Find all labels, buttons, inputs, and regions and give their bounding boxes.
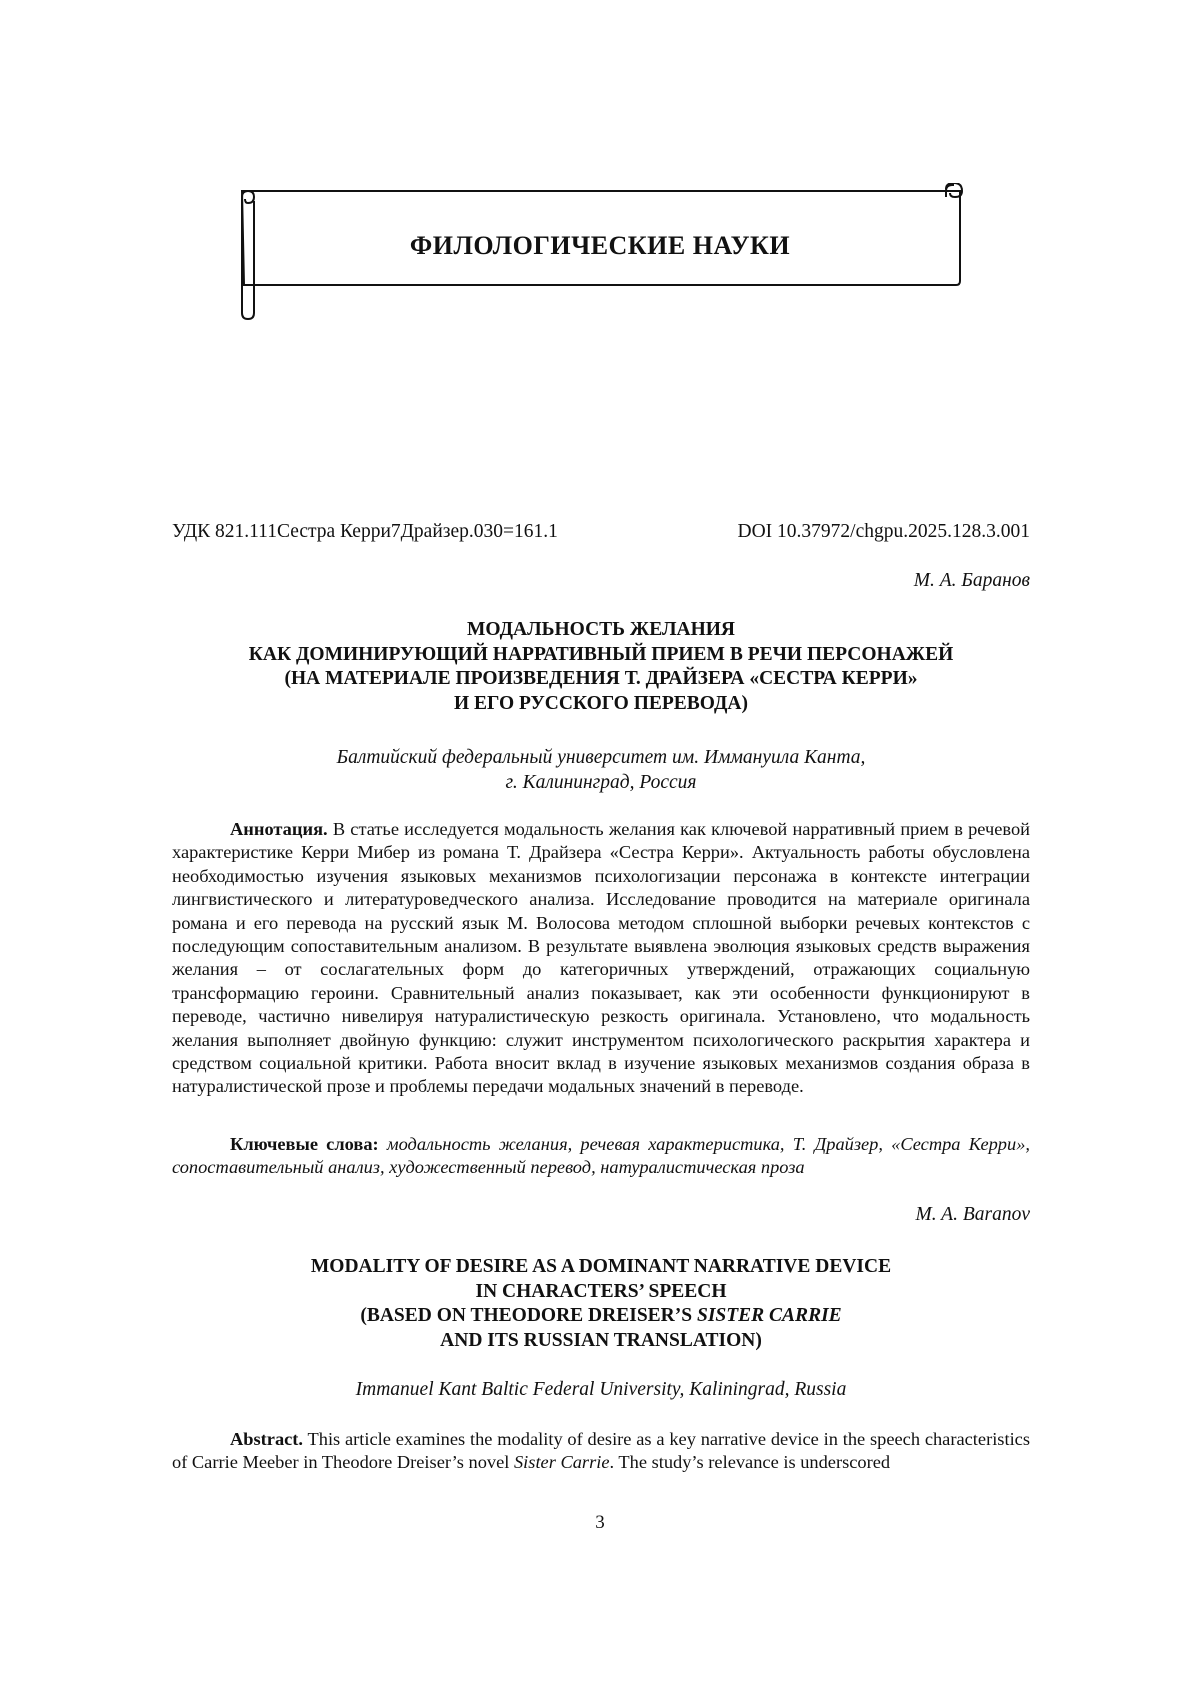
keywords-text: модальность желания, речевая характеристика, Т. Драйзер, «Сестра Керри», сопоставительный анализ, художественный перевод, натуралистическая проза	[172, 1134, 1030, 1178]
abstract-label: Abstract.	[230, 1429, 304, 1449]
title-line: MODALITY OF DESIRE AS A DOMINANT NARRATIVE DEVICE	[310, 1256, 892, 1277]
affiliation-russian	[172, 745, 1030, 795]
title-line-prefix: (BASED ON THEODORE DREISER’S	[360, 1305, 697, 1326]
keywords-paragraph	[172, 1133, 1030, 1180]
title-line: И ЕГО РУССКОГО ПЕРЕВОДА)	[454, 692, 748, 714]
author-english: M. A. Baranov	[915, 1204, 1030, 1225]
title-line: МОДАЛЬНОСТЬ ЖЕЛАНИЯ	[466, 619, 735, 640]
affiliation-line: г. Калининград, Россия	[505, 772, 697, 793]
title-line: КАК ДОМИНИРУЮЩИЙ НАРРАТИВНЫЙ ПРИЕМ В РЕЧИ ПЕРСОНАЖЕЙ	[248, 643, 954, 665]
keywords-label: Ключевые слова:	[230, 1134, 379, 1154]
annotation-label: Аннотация.	[230, 819, 328, 839]
affiliation-english: Immanuel Kant Baltic Federal University, Kaliningrad, Russia	[355, 1379, 847, 1400]
title-novel-name: SISTER CARRIE	[696, 1305, 842, 1326]
annotation-text: В статье исследуется модальность желания как ключевой нарративный прием в речевой характеристике Керри Мибер из романа Т. Драйзера «Сестра Керри». Актуальность работы обусловлена необходимостью изучения языковых механизмов психологизации персонажа в контексте интеграции лингвистического и литературоведческого анализа. Исследование проводится на материале оригинала романа и его перевода на русский язык М. Волосова методом сплошной выборки речевых контекстов с последующим сопоставительным анализом. В результате выявлена эволюция языковых средств выражения желания – от сослагательных форм до категоричных утверждений, отражающих социальную трансформацию героини. Сравнительный анализ показывает, как эти особенности функционируют в переводе, частично нивелируя натуралистическую резкость оригинала. Установлено, что модальность желания выполняет двойную функцию: служит инструментом психологического раскрытия характера и средством социальной критики. Работа вносит вклад в изучение языковых механизмов создания образа в натуралистической прозе и проблемы передачи модальных значений в переводе.	[172, 819, 1030, 1097]
section-title: ФИЛОЛОГИЧЕСКИЕ НАУКИ	[409, 231, 791, 260]
udk-code: УДК 821.111Сестра Керри7Драйзер.030=161.1	[172, 521, 558, 542]
title-english	[172, 1255, 1030, 1353]
title-line	[172, 1304, 1030, 1329]
title-russian	[172, 618, 1030, 716]
title-line: AND ITS RUSSIAN TRANSLATION)	[440, 1329, 762, 1351]
doi: DOI 10.37972/chgpu.2025.128.3.001	[737, 521, 1030, 542]
abstract-paragraph	[172, 1428, 1030, 1475]
page-number: 3	[595, 1512, 605, 1533]
author-russian: М. А. Баранов	[913, 570, 1030, 591]
abstract-text-start: This article examines the modality of desire as a key narrative device in the speech characteristics of Carrie Meeber in Theodore Dreiser’s novel	[172, 1429, 1030, 1473]
title-line: IN CHARACTERS’ SPEECH	[475, 1280, 727, 1302]
affiliation-line: Балтийский федеральный университет им. Иммануила Канта,	[336, 747, 866, 768]
abstract-novel-name: Sister Carrie	[513, 1452, 610, 1473]
abstract-text-end: . The study’s relevance is underscored	[609, 1452, 891, 1473]
title-line: (НА МАТЕРИАЛЕ ПРОИЗВЕДЕНИЯ Т. ДРАЙЗЕРА «СЕСТРА КЕРРИ»	[284, 668, 918, 689]
section-banner	[230, 183, 970, 323]
annotation-paragraph	[172, 818, 1030, 1099]
